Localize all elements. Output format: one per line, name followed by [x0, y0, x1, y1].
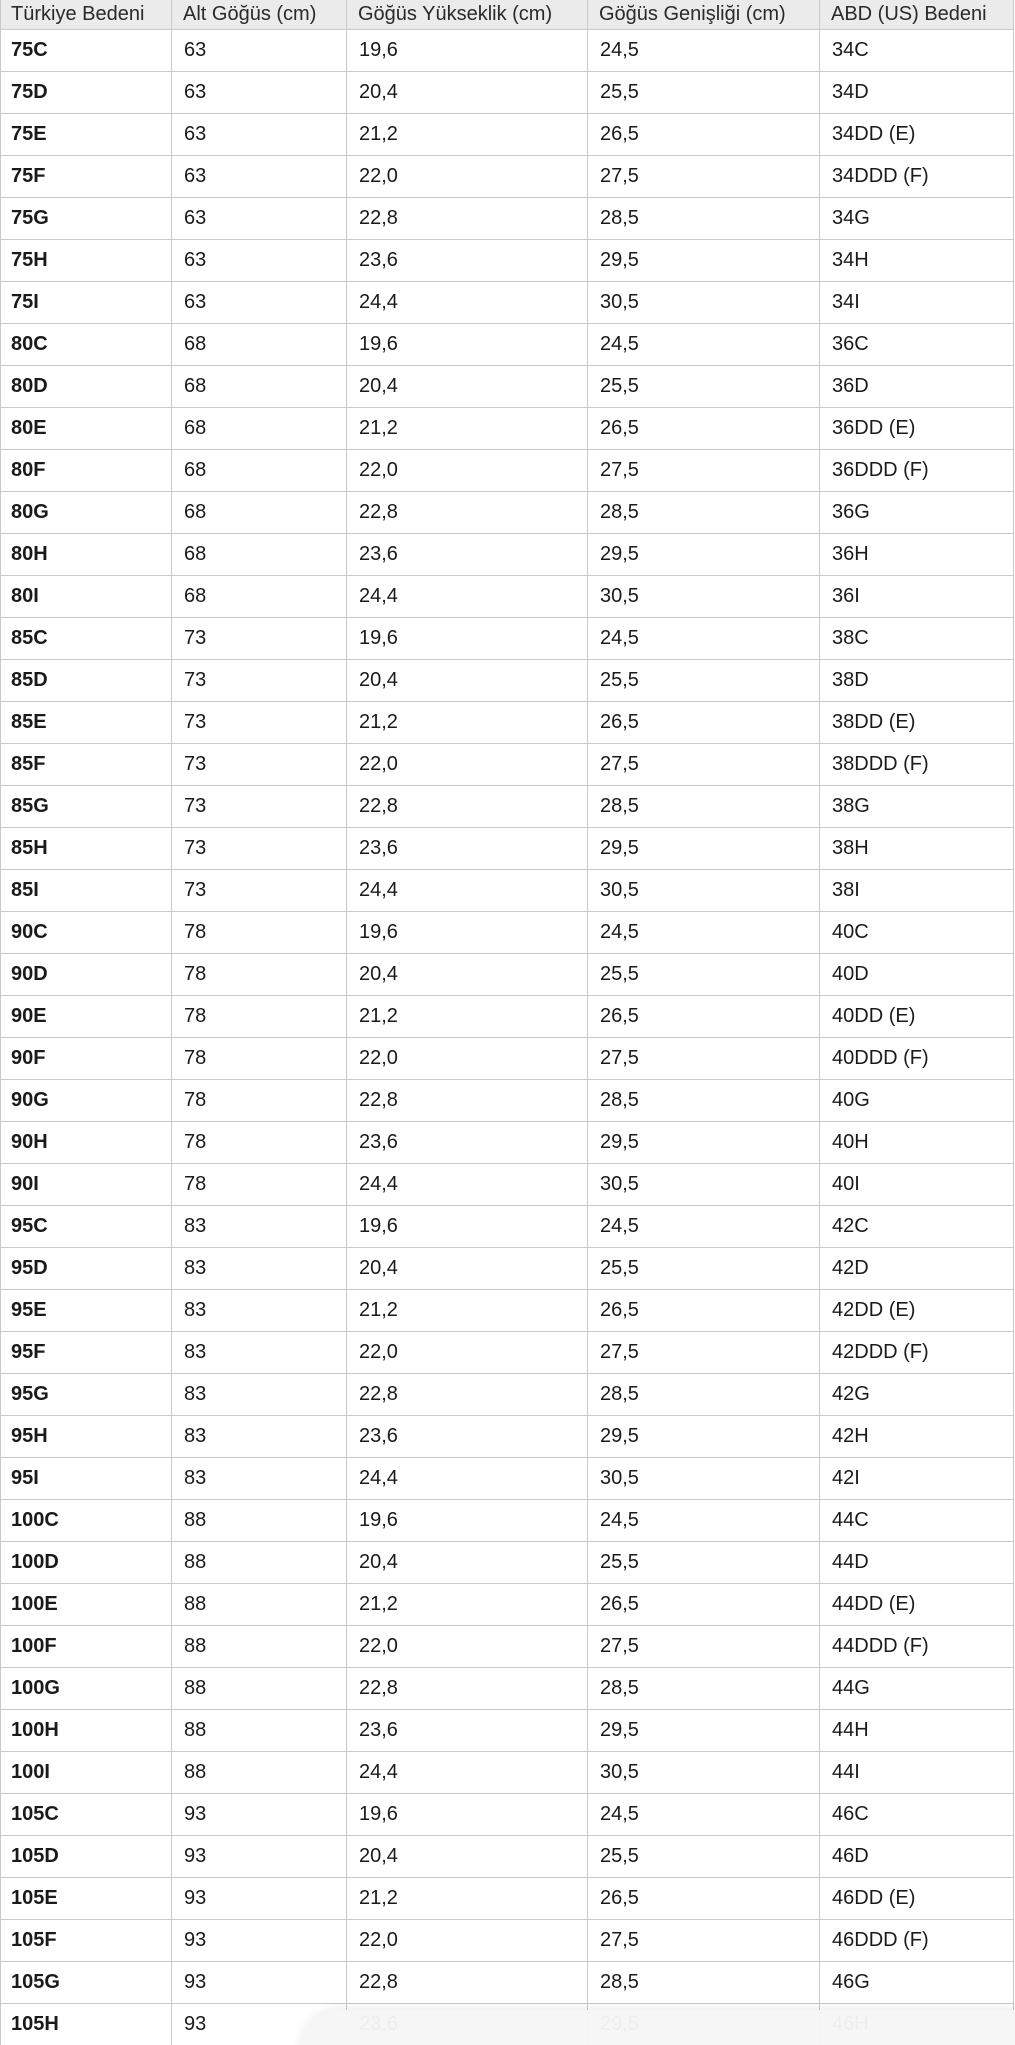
cell-us-size: 44DD (E) — [820, 1584, 1014, 1626]
cell-us-size: 46C — [820, 1794, 1014, 1836]
cell-underbust: 83 — [172, 1374, 347, 1416]
cell-us-size: 40H — [820, 1122, 1014, 1164]
cell-underbust: 93 — [172, 1962, 347, 2004]
cell-underbust: 63 — [172, 72, 347, 114]
table-row — [1, 954, 1014, 996]
cell-underbust: 93 — [172, 1836, 347, 1878]
table-row — [1, 240, 1014, 282]
table-row — [1, 828, 1014, 870]
cell-underbust: 73 — [172, 744, 347, 786]
cell-turkey-size: 75D — [1, 72, 172, 114]
table-row — [1, 1416, 1014, 1458]
table-row — [1, 72, 1014, 114]
cell-turkey-size: 100D — [1, 1542, 172, 1584]
table-row — [1, 156, 1014, 198]
table-row — [1, 576, 1014, 618]
cell-bust-width: 26,5 — [588, 114, 820, 156]
cell-bust-width: 24,5 — [588, 912, 820, 954]
cell-turkey-size: 105D — [1, 1836, 172, 1878]
cell-turkey-size: 90H — [1, 1122, 172, 1164]
cell-underbust: 68 — [172, 576, 347, 618]
cell-bust-width: 30,5 — [588, 1458, 820, 1500]
cell-turkey-size: 85I — [1, 870, 172, 912]
cell-bust-height: 19,6 — [347, 324, 588, 366]
cell-bust-height: 20,4 — [347, 72, 588, 114]
table-row — [1, 324, 1014, 366]
cell-us-size: 34DD (E) — [820, 114, 1014, 156]
cell-bust-height: 19,6 — [347, 1794, 588, 1836]
cell-bust-height: 22,0 — [347, 450, 588, 492]
cell-turkey-size: 90I — [1, 1164, 172, 1206]
cell-us-size: 40G — [820, 1080, 1014, 1122]
cell-us-size: 34D — [820, 72, 1014, 114]
cell-underbust: 68 — [172, 324, 347, 366]
cell-bust-width: 28,5 — [588, 1962, 820, 2004]
table-row — [1, 1668, 1014, 1710]
table-row — [1, 1080, 1014, 1122]
cell-underbust: 63 — [172, 156, 347, 198]
table-row — [1, 1500, 1014, 1542]
cell-turkey-size: 105G — [1, 1962, 172, 2004]
cell-us-size: 46D — [820, 1836, 1014, 1878]
cell-turkey-size: 95I — [1, 1458, 172, 1500]
cell-bust-width: 25,5 — [588, 366, 820, 408]
cell-bust-height: 24,4 — [347, 1164, 588, 1206]
table-row — [1, 450, 1014, 492]
cell-us-size: 36C — [820, 324, 1014, 366]
cell-underbust: 93 — [172, 1920, 347, 1962]
cell-bust-height: 22,0 — [347, 1332, 588, 1374]
cell-underbust: 68 — [172, 492, 347, 534]
cell-bust-width: 30,5 — [588, 576, 820, 618]
cell-bust-height: 22,8 — [347, 786, 588, 828]
cell-underbust: 78 — [172, 1080, 347, 1122]
cell-bust-height: 22,0 — [347, 1626, 588, 1668]
cell-us-size: 46G — [820, 1962, 1014, 2004]
cell-us-size: 40DD (E) — [820, 996, 1014, 1038]
cell-bust-height: 23,6 — [347, 828, 588, 870]
table-row — [1, 1542, 1014, 1584]
cell-turkey-size: 100I — [1, 1752, 172, 1794]
cell-bust-width: 27,5 — [588, 450, 820, 492]
header-underbust: Alt Göğüs (cm) — [172, 0, 347, 30]
table-row — [1, 408, 1014, 450]
cell-bust-height: 21,2 — [347, 1290, 588, 1332]
cell-bust-height: 21,2 — [347, 1584, 588, 1626]
table-row — [1, 912, 1014, 954]
cell-underbust: 78 — [172, 1164, 347, 1206]
cell-us-size: 34DDD (F) — [820, 156, 1014, 198]
table-row — [1, 744, 1014, 786]
cell-underbust: 83 — [172, 1248, 347, 1290]
cell-turkey-size: 95G — [1, 1374, 172, 1416]
cell-us-size: 38DD (E) — [820, 702, 1014, 744]
cell-bust-width: 24,5 — [588, 1794, 820, 1836]
cell-underbust: 88 — [172, 1500, 347, 1542]
cell-turkey-size: 105F — [1, 1920, 172, 1962]
cell-bust-width: 26,5 — [588, 1878, 820, 1920]
cell-us-size: 34I — [820, 282, 1014, 324]
cell-bust-height: 24,4 — [347, 1752, 588, 1794]
cell-turkey-size: 105H — [1, 2004, 172, 2045]
header-turkey-size: Türkiye Bedeni — [1, 0, 172, 30]
table-row — [1, 1584, 1014, 1626]
cell-underbust: 68 — [172, 450, 347, 492]
cell-turkey-size: 100H — [1, 1710, 172, 1752]
table-row — [1, 1920, 1014, 1962]
cell-us-size: 36DDD (F) — [820, 450, 1014, 492]
cell-bust-width: 28,5 — [588, 492, 820, 534]
cell-bust-width: 28,5 — [588, 786, 820, 828]
cell-us-size: 42C — [820, 1206, 1014, 1248]
cell-bust-height: 20,4 — [347, 366, 588, 408]
cell-bust-width: 28,5 — [588, 198, 820, 240]
cell-us-size: 40DDD (F) — [820, 1038, 1014, 1080]
cell-underbust: 63 — [172, 282, 347, 324]
cell-bust-height: 19,6 — [347, 1206, 588, 1248]
cell-bust-height: 24,4 — [347, 870, 588, 912]
cell-turkey-size: 100C — [1, 1500, 172, 1542]
table-row — [1, 702, 1014, 744]
cell-underbust: 68 — [172, 408, 347, 450]
cell-bust-width: 27,5 — [588, 156, 820, 198]
cell-us-size: 36I — [820, 576, 1014, 618]
cell-bust-height: 22,8 — [347, 1374, 588, 1416]
cell-underbust: 78 — [172, 1122, 347, 1164]
cell-underbust: 88 — [172, 1668, 347, 1710]
cell-us-size: 34G — [820, 198, 1014, 240]
cell-bust-height: 24,4 — [347, 576, 588, 618]
cell-underbust: 73 — [172, 870, 347, 912]
table-row — [1, 1626, 1014, 1668]
cell-us-size: 36G — [820, 492, 1014, 534]
cell-bust-height: 20,4 — [347, 660, 588, 702]
table-body — [1, 30, 1014, 2045]
header-bust-width: Göğüs Genişliği (cm) — [588, 0, 820, 30]
cell-bust-height: 20,4 — [347, 1248, 588, 1290]
cell-turkey-size: 100E — [1, 1584, 172, 1626]
cell-us-size: 38H — [820, 828, 1014, 870]
table-row — [1, 198, 1014, 240]
cell-us-size: 42DDD (F) — [820, 1332, 1014, 1374]
table-row — [1, 618, 1014, 660]
cell-bust-width: 29,5 — [588, 534, 820, 576]
cell-bust-height: 22,0 — [347, 156, 588, 198]
cell-underbust: 73 — [172, 786, 347, 828]
cell-bust-width: 29,5 — [588, 828, 820, 870]
table-row — [1, 1290, 1014, 1332]
cell-underbust: 83 — [172, 1332, 347, 1374]
cell-turkey-size: 80C — [1, 324, 172, 366]
table-row — [1, 1038, 1014, 1080]
cell-us-size: 36D — [820, 366, 1014, 408]
cell-bust-width: 26,5 — [588, 1290, 820, 1332]
cell-turkey-size: 80G — [1, 492, 172, 534]
cell-bust-height: 24,4 — [347, 1458, 588, 1500]
bottom-sheet-overlay[interactable] — [300, 2010, 1015, 2045]
cell-underbust: 73 — [172, 660, 347, 702]
cell-bust-height: 22,8 — [347, 1962, 588, 2004]
cell-bust-width: 24,5 — [588, 324, 820, 366]
cell-turkey-size: 80F — [1, 450, 172, 492]
cell-bust-width: 25,5 — [588, 660, 820, 702]
cell-bust-height: 24,4 — [347, 282, 588, 324]
table-row — [1, 1710, 1014, 1752]
header-us-size: ABD (US) Bedeni — [820, 0, 1014, 30]
cell-us-size: 46DD (E) — [820, 1878, 1014, 1920]
table-row — [1, 1794, 1014, 1836]
table-row — [1, 1248, 1014, 1290]
cell-bust-width: 30,5 — [588, 870, 820, 912]
cell-turkey-size: 80D — [1, 366, 172, 408]
cell-underbust: 83 — [172, 1416, 347, 1458]
cell-turkey-size: 100F — [1, 1626, 172, 1668]
cell-us-size: 40C — [820, 912, 1014, 954]
cell-turkey-size: 90G — [1, 1080, 172, 1122]
cell-us-size: 38G — [820, 786, 1014, 828]
cell-us-size: 36DD (E) — [820, 408, 1014, 450]
cell-turkey-size: 75H — [1, 240, 172, 282]
cell-underbust: 88 — [172, 1626, 347, 1668]
cell-bust-width: 28,5 — [588, 1668, 820, 1710]
table-row — [1, 1878, 1014, 1920]
cell-turkey-size: 105C — [1, 1794, 172, 1836]
cell-underbust: 63 — [172, 198, 347, 240]
cell-turkey-size: 95C — [1, 1206, 172, 1248]
cell-bust-height: 20,4 — [347, 1836, 588, 1878]
cell-bust-height: 21,2 — [347, 1878, 588, 1920]
cell-us-size: 36H — [820, 534, 1014, 576]
cell-bust-height: 23,6 — [347, 1122, 588, 1164]
cell-turkey-size: 95E — [1, 1290, 172, 1332]
cell-underbust: 73 — [172, 828, 347, 870]
cell-us-size: 42G — [820, 1374, 1014, 1416]
cell-bust-height: 22,8 — [347, 198, 588, 240]
cell-bust-height: 21,2 — [347, 114, 588, 156]
cell-us-size: 40D — [820, 954, 1014, 996]
cell-bust-width: 25,5 — [588, 1836, 820, 1878]
cell-bust-width: 25,5 — [588, 954, 820, 996]
cell-us-size: 44G — [820, 1668, 1014, 1710]
cell-bust-height: 21,2 — [347, 996, 588, 1038]
cell-bust-height: 22,0 — [347, 1920, 588, 1962]
cell-bust-width: 29,5 — [588, 1416, 820, 1458]
cell-bust-height: 19,6 — [347, 912, 588, 954]
cell-us-size: 42DD (E) — [820, 1290, 1014, 1332]
cell-bust-width: 27,5 — [588, 1626, 820, 1668]
cell-bust-width: 29,5 — [588, 1710, 820, 1752]
cell-bust-width: 24,5 — [588, 1206, 820, 1248]
cell-bust-width: 24,5 — [588, 1500, 820, 1542]
cell-bust-width: 26,5 — [588, 996, 820, 1038]
table-row — [1, 786, 1014, 828]
cell-underbust: 63 — [172, 240, 347, 282]
cell-bust-width: 27,5 — [588, 1920, 820, 1962]
cell-underbust: 78 — [172, 996, 347, 1038]
cell-underbust: 83 — [172, 1206, 347, 1248]
cell-us-size: 38D — [820, 660, 1014, 702]
cell-bust-width: 26,5 — [588, 408, 820, 450]
cell-underbust: 88 — [172, 1542, 347, 1584]
cell-underbust: 88 — [172, 1752, 347, 1794]
cell-turkey-size: 95D — [1, 1248, 172, 1290]
cell-turkey-size: 75C — [1, 30, 172, 72]
cell-bust-width: 24,5 — [588, 618, 820, 660]
cell-bust-height: 19,6 — [347, 30, 588, 72]
cell-underbust: 93 — [172, 1878, 347, 1920]
cell-bust-width: 27,5 — [588, 1332, 820, 1374]
cell-turkey-size: 90D — [1, 954, 172, 996]
cell-underbust: 63 — [172, 114, 347, 156]
cell-underbust: 73 — [172, 618, 347, 660]
cell-turkey-size: 85D — [1, 660, 172, 702]
cell-bust-width: 29,5 — [588, 240, 820, 282]
table-row — [1, 1332, 1014, 1374]
cell-us-size: 46DDD (F) — [820, 1920, 1014, 1962]
cell-bust-width: 26,5 — [588, 702, 820, 744]
table-row — [1, 1836, 1014, 1878]
table-row — [1, 492, 1014, 534]
cell-turkey-size: 80H — [1, 534, 172, 576]
cell-bust-width: 26,5 — [588, 1584, 820, 1626]
cell-us-size: 44I — [820, 1752, 1014, 1794]
header-bust-height: Göğüs Yükseklik (cm) — [347, 0, 588, 30]
cell-bust-height: 20,4 — [347, 954, 588, 996]
cell-turkey-size: 75I — [1, 282, 172, 324]
cell-turkey-size: 85C — [1, 618, 172, 660]
cell-bust-height: 22,8 — [347, 1080, 588, 1122]
cell-underbust: 63 — [172, 30, 347, 72]
cell-underbust: 68 — [172, 534, 347, 576]
cell-bust-height: 22,8 — [347, 1668, 588, 1710]
cell-bust-width: 30,5 — [588, 1164, 820, 1206]
cell-bust-width: 24,5 — [588, 30, 820, 72]
cell-bust-width: 28,5 — [588, 1080, 820, 1122]
cell-bust-width: 25,5 — [588, 1248, 820, 1290]
cell-underbust: 68 — [172, 366, 347, 408]
cell-underbust: 78 — [172, 1038, 347, 1080]
table-row — [1, 366, 1014, 408]
cell-turkey-size: 80E — [1, 408, 172, 450]
cell-us-size: 44C — [820, 1500, 1014, 1542]
cell-bust-height: 20,4 — [347, 1542, 588, 1584]
cell-turkey-size: 105E — [1, 1878, 172, 1920]
cell-us-size: 38DDD (F) — [820, 744, 1014, 786]
table-row — [1, 30, 1014, 72]
cell-turkey-size: 75F — [1, 156, 172, 198]
cell-underbust: 78 — [172, 912, 347, 954]
table-row — [1, 1374, 1014, 1416]
cell-turkey-size: 75G — [1, 198, 172, 240]
cell-bust-width: 25,5 — [588, 72, 820, 114]
cell-underbust: 88 — [172, 1710, 347, 1752]
cell-bust-width: 27,5 — [588, 1038, 820, 1080]
table-row — [1, 1752, 1014, 1794]
table-row — [1, 1122, 1014, 1164]
cell-underbust: 73 — [172, 702, 347, 744]
cell-turkey-size: 75E — [1, 114, 172, 156]
table-row — [1, 1458, 1014, 1500]
table-row — [1, 1206, 1014, 1248]
table-row — [1, 996, 1014, 1038]
cell-us-size: 44D — [820, 1542, 1014, 1584]
cell-bust-height: 23,6 — [347, 534, 588, 576]
table-row — [1, 660, 1014, 702]
cell-bust-height: 23,6 — [347, 1710, 588, 1752]
cell-underbust: 78 — [172, 954, 347, 996]
cell-bust-height: 22,8 — [347, 492, 588, 534]
cell-bust-width: 29,5 — [588, 1122, 820, 1164]
header-row — [1, 0, 1014, 30]
cell-bust-height: 19,6 — [347, 1500, 588, 1542]
table-row — [1, 282, 1014, 324]
cell-us-size: 44DDD (F) — [820, 1626, 1014, 1668]
table-row — [1, 870, 1014, 912]
cell-bust-height: 19,6 — [347, 618, 588, 660]
cell-us-size: 38I — [820, 870, 1014, 912]
table-row — [1, 114, 1014, 156]
cell-us-size: 42H — [820, 1416, 1014, 1458]
cell-us-size: 34C — [820, 30, 1014, 72]
cell-underbust: 83 — [172, 1458, 347, 1500]
cell-bust-height: 23,6 — [347, 1416, 588, 1458]
cell-us-size: 42I — [820, 1458, 1014, 1500]
cell-bust-width: 27,5 — [588, 744, 820, 786]
cell-turkey-size: 85E — [1, 702, 172, 744]
cell-bust-width: 25,5 — [588, 1542, 820, 1584]
cell-turkey-size: 90F — [1, 1038, 172, 1080]
cell-turkey-size: 85H — [1, 828, 172, 870]
cell-us-size: 38C — [820, 618, 1014, 660]
table-row — [1, 534, 1014, 576]
cell-bust-height: 23,6 — [347, 240, 588, 282]
cell-bust-height: 22,0 — [347, 744, 588, 786]
cell-bust-width: 30,5 — [588, 282, 820, 324]
table-row — [1, 1164, 1014, 1206]
cell-turkey-size: 85F — [1, 744, 172, 786]
cell-bust-width: 30,5 — [588, 1752, 820, 1794]
cell-us-size: 34H — [820, 240, 1014, 282]
cell-turkey-size: 100G — [1, 1668, 172, 1710]
cell-underbust: 88 — [172, 1584, 347, 1626]
cell-us-size: 40I — [820, 1164, 1014, 1206]
cell-underbust: 93 — [172, 2004, 347, 2045]
cell-us-size: 42D — [820, 1248, 1014, 1290]
table-header — [1, 0, 1014, 30]
cell-underbust: 83 — [172, 1290, 347, 1332]
cell-turkey-size: 95F — [1, 1332, 172, 1374]
cell-bust-height: 22,0 — [347, 1038, 588, 1080]
cell-turkey-size: 90C — [1, 912, 172, 954]
cell-underbust: 93 — [172, 1794, 347, 1836]
cell-turkey-size: 90E — [1, 996, 172, 1038]
cell-turkey-size: 80I — [1, 576, 172, 618]
cell-bust-width: 28,5 — [588, 1374, 820, 1416]
cell-turkey-size: 95H — [1, 1416, 172, 1458]
cell-bust-height: 21,2 — [347, 702, 588, 744]
table-row — [1, 1962, 1014, 2004]
cell-bust-height: 21,2 — [347, 408, 588, 450]
cell-us-size: 44H — [820, 1710, 1014, 1752]
cell-turkey-size: 85G — [1, 786, 172, 828]
